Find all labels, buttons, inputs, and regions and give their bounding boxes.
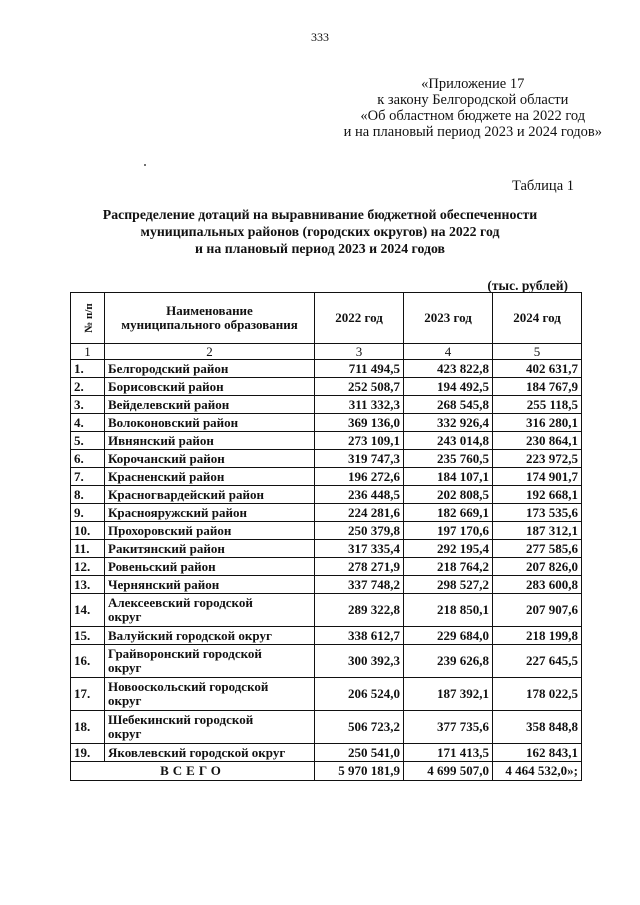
value-2023: 182 669,1	[404, 504, 493, 522]
value-2023: 235 760,5	[404, 450, 493, 468]
municipality-name: Валуйский городской округ	[105, 627, 315, 645]
table-row	[71, 450, 582, 468]
table-row	[71, 360, 582, 378]
appendix-line-3: «Об областном бюджете на 2022 год	[360, 108, 586, 124]
table-row	[71, 627, 582, 645]
table-row	[71, 468, 582, 486]
table-row	[71, 540, 582, 558]
value-2024: 218 199,8	[493, 627, 582, 645]
value-2024: 178 022,5	[493, 678, 582, 711]
table-row	[71, 744, 582, 762]
row-number: 7.	[71, 468, 105, 486]
table-row	[71, 504, 582, 522]
municipality-name: Алексеевский городской округ	[105, 594, 315, 627]
value-2024: 227 645,5	[493, 645, 582, 678]
appendix-line-4: и на плановый период 2023 и 2024 годов»	[343, 124, 602, 140]
row-number: 16.	[71, 645, 105, 678]
row-number: 13.	[71, 576, 105, 594]
municipality-name: Чернянский район	[105, 576, 315, 594]
value-2022: 250 379,8	[315, 522, 404, 540]
table-row	[71, 378, 582, 396]
municipality-name: Прохоровский район	[105, 522, 315, 540]
value-2023: 194 492,5	[404, 378, 493, 396]
value-2024: 223 972,5	[493, 450, 582, 468]
municipality-name: Борисовский район	[105, 378, 315, 396]
value-2022: 252 508,7	[315, 378, 404, 396]
value-2024: 184 767,9	[493, 378, 582, 396]
value-2024: 277 585,6	[493, 540, 582, 558]
value-2022: 250 541,0	[315, 744, 404, 762]
municipality-name: Ивнянский район	[105, 432, 315, 450]
row-number: 11.	[71, 540, 105, 558]
header-2024: 2024 год	[493, 293, 582, 344]
value-2023: 332 926,4	[404, 414, 493, 432]
header-name: Наименование муниципального образования	[105, 293, 315, 344]
total-2023: 4 699 507,0	[404, 762, 493, 781]
value-2022: 369 136,0	[315, 414, 404, 432]
title-line-3: и на плановый период 2023 и 2024 годов	[195, 241, 445, 256]
value-2024: 255 118,5	[493, 396, 582, 414]
value-2023: 239 626,8	[404, 645, 493, 678]
table-row	[71, 486, 582, 504]
value-2024: 230 864,1	[493, 432, 582, 450]
column-index-row	[71, 344, 582, 360]
value-2023: 292 195,4	[404, 540, 493, 558]
value-2023: 218 764,2	[404, 558, 493, 576]
document-title	[0, 206, 640, 257]
value-2024: 402 631,7	[493, 360, 582, 378]
municipality-name: Вейделевский район	[105, 396, 315, 414]
municipality-name: Волоконовский район	[105, 414, 315, 432]
subsidy-table	[70, 292, 582, 781]
appendix-line-1: «Приложение 17	[421, 76, 525, 92]
table-row	[71, 522, 582, 540]
value-2023: 218 850,1	[404, 594, 493, 627]
value-2022: 278 271,9	[315, 558, 404, 576]
table-row	[71, 594, 582, 627]
value-2022: 289 322,8	[315, 594, 404, 627]
table-row	[71, 396, 582, 414]
municipality-name: Красногвардейский район	[105, 486, 315, 504]
value-2024: 316 280,1	[493, 414, 582, 432]
total-row	[71, 762, 582, 781]
municipality-name: Грайворонский городской округ	[105, 645, 315, 678]
value-2024: 283 600,8	[493, 576, 582, 594]
municipality-name: Красненский район	[105, 468, 315, 486]
value-2024: 358 848,8	[493, 711, 582, 744]
table-label: Таблица 1	[511, 178, 574, 194]
row-number: 10.	[71, 522, 105, 540]
title-line-2: муниципальных районов (городских округов) на 2022 год	[140, 224, 500, 239]
table-row	[71, 576, 582, 594]
value-2023: 187 392,1	[404, 678, 493, 711]
value-2023: 243 014,8	[404, 432, 493, 450]
municipality-name: Яковлевский городской округ	[105, 744, 315, 762]
value-2022: 311 332,3	[315, 396, 404, 414]
index-cell: 5	[493, 344, 582, 360]
municipality-name: Ракитянский район	[105, 540, 315, 558]
value-2022: 196 272,6	[315, 468, 404, 486]
index-cell: 2	[105, 344, 315, 360]
table-row	[71, 678, 582, 711]
row-number: 18.	[71, 711, 105, 744]
value-2022: 206 524,0	[315, 678, 404, 711]
value-2023: 298 527,2	[404, 576, 493, 594]
value-2022: 317 335,4	[315, 540, 404, 558]
title-line-1: Распределение дотаций на выравнивание бюджетной обеспеченности	[102, 207, 538, 222]
value-2024: 207 907,6	[493, 594, 582, 627]
value-2022: 711 494,5	[315, 360, 404, 378]
table-row	[71, 414, 582, 432]
index-cell: 1	[71, 344, 105, 360]
table-row	[71, 432, 582, 450]
appendix-header	[344, 76, 602, 140]
row-number: 2.	[71, 378, 105, 396]
row-number: 4.	[71, 414, 105, 432]
value-2023: 268 545,8	[404, 396, 493, 414]
value-2023: 171 413,5	[404, 744, 493, 762]
index-cell: 3	[315, 344, 404, 360]
value-2022: 224 281,6	[315, 504, 404, 522]
value-2024: 207 826,0	[493, 558, 582, 576]
row-number: 9.	[71, 504, 105, 522]
row-number: 3.	[71, 396, 105, 414]
value-2023: 184 107,1	[404, 468, 493, 486]
value-2024: 174 901,7	[493, 468, 582, 486]
value-2023: 202 808,5	[404, 486, 493, 504]
table-row	[71, 645, 582, 678]
value-2024: 162 843,1	[493, 744, 582, 762]
value-2022: 337 748,2	[315, 576, 404, 594]
table-row	[71, 711, 582, 744]
municipality-name: Шебекинский городской округ	[105, 711, 315, 744]
municipality-name: Краснояружский район	[105, 504, 315, 522]
header-2023: 2023 год	[404, 293, 493, 344]
row-number: 19.	[71, 744, 105, 762]
municipality-name: Корочанский район	[105, 450, 315, 468]
table-row	[71, 558, 582, 576]
index-cell: 4	[404, 344, 493, 360]
total-label: ВСЕГО	[71, 762, 315, 781]
row-number: 8.	[71, 486, 105, 504]
page-number: 333	[311, 30, 329, 44]
value-2024: 173 535,6	[493, 504, 582, 522]
header-2022: 2022 год	[315, 293, 404, 344]
value-2024: 192 668,1	[493, 486, 582, 504]
value-2023: 229 684,0	[404, 627, 493, 645]
value-2023: 197 170,6	[404, 522, 493, 540]
row-number: 14.	[71, 594, 105, 627]
value-2022: 338 612,7	[315, 627, 404, 645]
value-2023: 423 822,8	[404, 360, 493, 378]
total-2024: 4 464 532,0»;	[493, 762, 582, 781]
value-2022: 273 109,1	[315, 432, 404, 450]
value-2022: 319 747,3	[315, 450, 404, 468]
value-2022: 236 448,5	[315, 486, 404, 504]
value-2023: 377 735,6	[404, 711, 493, 744]
row-number: 12.	[71, 558, 105, 576]
row-number: 17.	[71, 678, 105, 711]
units-label: (тыс. рублей)	[487, 278, 568, 293]
header-num: № п/п	[71, 293, 105, 344]
row-number: 6.	[71, 450, 105, 468]
row-number: 15.	[71, 627, 105, 645]
total-2022: 5 970 181,9	[315, 762, 404, 781]
municipality-name: Новооскольский городской округ	[105, 678, 315, 711]
municipality-name: Ровеньский район	[105, 558, 315, 576]
row-number: 1.	[71, 360, 105, 378]
stray-mark	[144, 164, 146, 166]
municipality-name: Белгородский район	[105, 360, 315, 378]
value-2022: 300 392,3	[315, 645, 404, 678]
value-2022: 506 723,2	[315, 711, 404, 744]
row-number: 5.	[71, 432, 105, 450]
appendix-line-2: к закону Белгородской области	[377, 92, 569, 108]
header-row	[71, 293, 582, 344]
value-2024: 187 312,1	[493, 522, 582, 540]
